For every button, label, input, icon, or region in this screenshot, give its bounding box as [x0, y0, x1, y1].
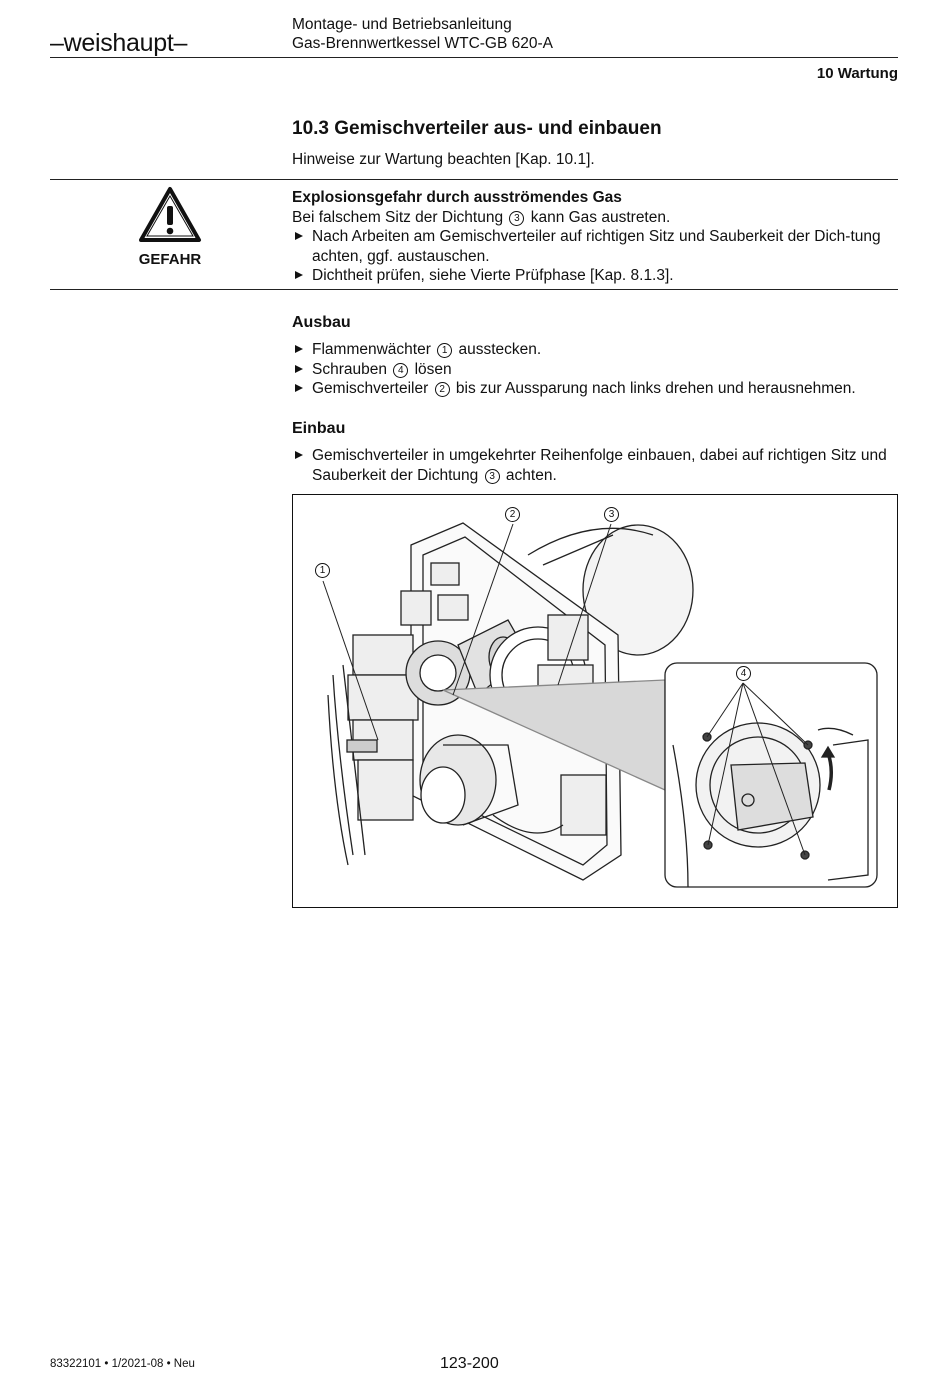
- callout-3-ref: 3: [509, 211, 524, 226]
- burner-illustration: [293, 495, 897, 907]
- warning-label: GEFAHR: [138, 251, 202, 268]
- warning-text: Bei falschem Sitz der Dichtung 3 kann Gas austreten.: [292, 208, 671, 226]
- callout-1: 1: [315, 563, 330, 578]
- technical-figure: [292, 494, 898, 908]
- warning-triangle-icon: [138, 186, 202, 244]
- section-intro: Hinweise zur Wartung beachten [Kap. 10.1].: [292, 151, 595, 168]
- callout-4-ref: 4: [393, 363, 408, 378]
- document-title-line2: Gas-Brennwertkessel WTC-GB 620-A: [292, 35, 553, 52]
- page-number: 123-200: [440, 1355, 499, 1372]
- warning-bullet: Nach Arbeiten am Gemischverteiler auf richtigen Sitz und Sauberkeit der Dich-tung achten, ggf. austauschen.: [292, 227, 888, 266]
- ausbau-steps: [292, 340, 892, 399]
- list-item: Flammenwächter 1 ausstecken.: [292, 340, 892, 360]
- warning-bullet: Dichtheit prüfen, siehe Vierte Prüfphase [Kap. 8.1.3].: [292, 266, 888, 286]
- brand-logo: –weishaupt–: [50, 29, 188, 57]
- einbau-steps: [292, 446, 888, 485]
- callout-4: 4: [736, 666, 751, 681]
- warning-top-rule: [50, 179, 898, 180]
- list-item: Gemischverteiler in umgekehrter Reihenfolge einbauen, dabei auf richtigen Sitz und Sauberkeit der Dichtung 3 achten.: [292, 446, 888, 485]
- warning-title: Explosionsgefahr durch ausströmendes Gas: [292, 189, 622, 206]
- einbau-heading: Einbau: [292, 420, 346, 437]
- callout-1-ref: 1: [437, 343, 452, 358]
- callout-3-ref: 3: [485, 469, 500, 484]
- warning-symbol-box: [50, 186, 290, 268]
- header-rule: [50, 57, 898, 58]
- list-item: Gemischverteiler 2 bis zur Aussparung nach links drehen und herausnehmen.: [292, 379, 892, 399]
- warning-bottom-rule: [50, 289, 898, 290]
- document-title: [292, 15, 553, 53]
- document-title-line1: Montage- und Betriebsanleitung: [292, 16, 512, 33]
- callout-2-ref: 2: [435, 382, 450, 397]
- warning-content: [292, 188, 888, 286]
- callout-3: 3: [604, 507, 619, 522]
- list-item: Schrauben 4 lösen: [292, 360, 892, 380]
- section-heading: 10.3 Gemischverteiler aus- und einbauen: [292, 118, 662, 139]
- document-number: 83322101 • 1/2021-08 • Neu: [50, 1358, 195, 1370]
- callout-2: 2: [505, 507, 520, 522]
- chapter-title: 10 Wartung: [816, 65, 898, 82]
- ausbau-heading: Ausbau: [292, 314, 351, 331]
